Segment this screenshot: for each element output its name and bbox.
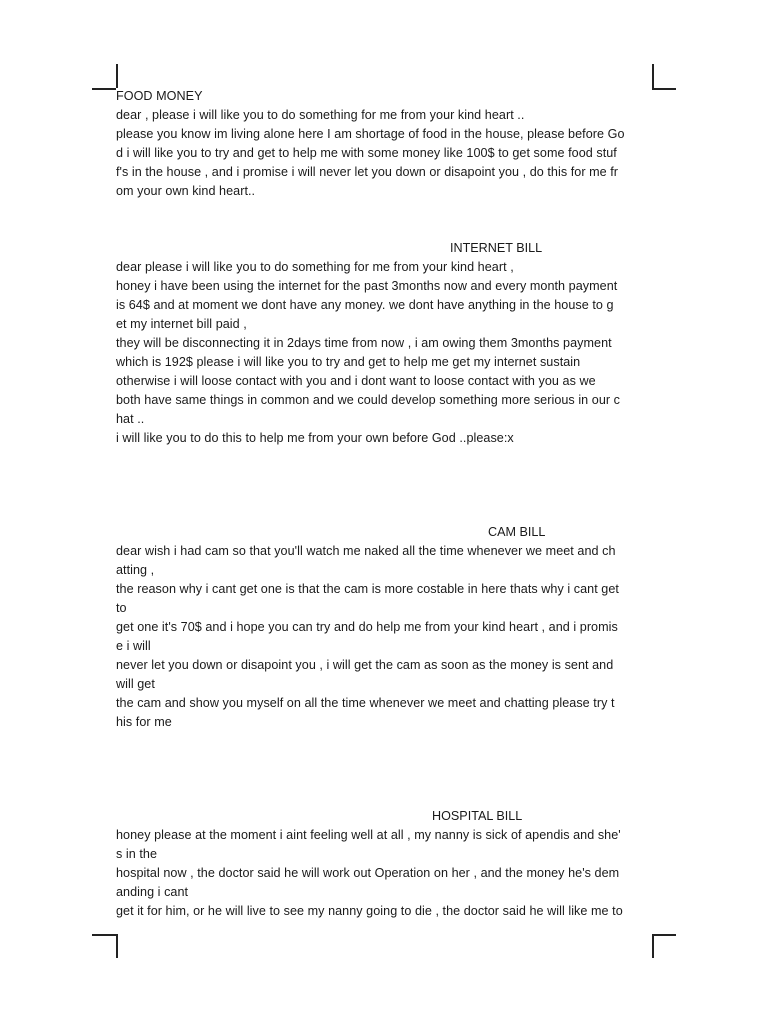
crop-mark-top-right <box>652 64 678 90</box>
internet-line-7: otherwise i will loose contact with you and i dont want to loose contact with you as we <box>116 374 596 388</box>
crop-mark-bottom-left <box>92 934 118 960</box>
cam-line-6: e i will <box>116 639 151 653</box>
food-line-2: please you know im living alone here I am shortage of food in the house, please before Go <box>116 127 625 141</box>
internet-line-8: both have same things in common and we could develop something more serious in our c <box>116 393 621 407</box>
food-line-4: f's in the house , and i promise i will never let you down or disapoint you , do this for me fr <box>116 165 619 179</box>
section-title-hospital-bill: HOSPITAL BILL <box>432 809 523 823</box>
crop-mark-top-left <box>92 64 118 90</box>
hospital-line-4: anding i cant <box>116 885 189 899</box>
internet-line-10: i will like you to do this to help me from your own before God ..please:x <box>116 431 514 445</box>
cam-line-1: dear wish i had cam so that you'll watch me naked all the time whenever we meet and ch <box>116 544 616 558</box>
cam-line-2: atting , <box>116 563 155 577</box>
hospital-line-2: s in the <box>116 847 158 861</box>
internet-line-2: honey i have been using the internet for the past 3months now and every month payment <box>116 279 618 293</box>
cam-line-10: his for me <box>116 715 172 729</box>
internet-line-4: et my internet bill paid , <box>116 317 247 331</box>
hospital-line-1: honey please at the moment i aint feeling well at all , my nanny is sick of apendis and she' <box>116 828 621 842</box>
internet-line-3: is 64$ and at moment we dont have any money. we dont have anything in the house to g <box>116 298 614 312</box>
internet-line-1: dear please i will like you to do something for me from your kind heart , <box>116 260 514 274</box>
cam-line-8: will get <box>116 677 155 691</box>
cam-line-9: the cam and show you myself on all the time whenever we meet and chatting please try t <box>116 696 615 710</box>
cam-line-4: to <box>116 601 127 615</box>
internet-line-6: which is 192$ please i will like you to try and get to help me get my internet sustain <box>116 355 581 369</box>
food-line-5: om your own kind heart.. <box>116 184 256 198</box>
food-line-1: dear , please i will like you to do something for me from your kind heart .. <box>116 108 525 122</box>
cam-line-5: get one it's 70$ and i hope you can try and do help me from your kind heart , and i promis <box>116 620 618 634</box>
section-title-food-money: FOOD MONEY <box>116 89 203 103</box>
internet-line-9: hat .. <box>116 412 145 426</box>
food-line-3: d i will like you to try and get to help me with some money like 100$ to get some food stuf <box>116 146 617 160</box>
hospital-line-3: hospital now , the doctor said he will work out Operation on her , and the money he's dem <box>116 866 620 880</box>
cam-line-7: never let you down or disapoint you , i will get the cam as soon as the money is sent and <box>116 658 614 672</box>
section-title-cam-bill: CAM BILL <box>488 525 546 539</box>
crop-mark-bottom-right <box>652 934 678 960</box>
internet-line-5: they will be disconnecting it in 2days time from now , i am owing them 3months payment <box>116 336 612 350</box>
cam-line-3: the reason why i cant get one is that the cam is more costable in here thats why i cant get <box>116 582 619 596</box>
hospital-line-5: get it for him, or he will live to see my nanny going to die , the doctor said he will like me to <box>116 904 623 918</box>
section-title-internet-bill: INTERNET BILL <box>450 241 543 255</box>
